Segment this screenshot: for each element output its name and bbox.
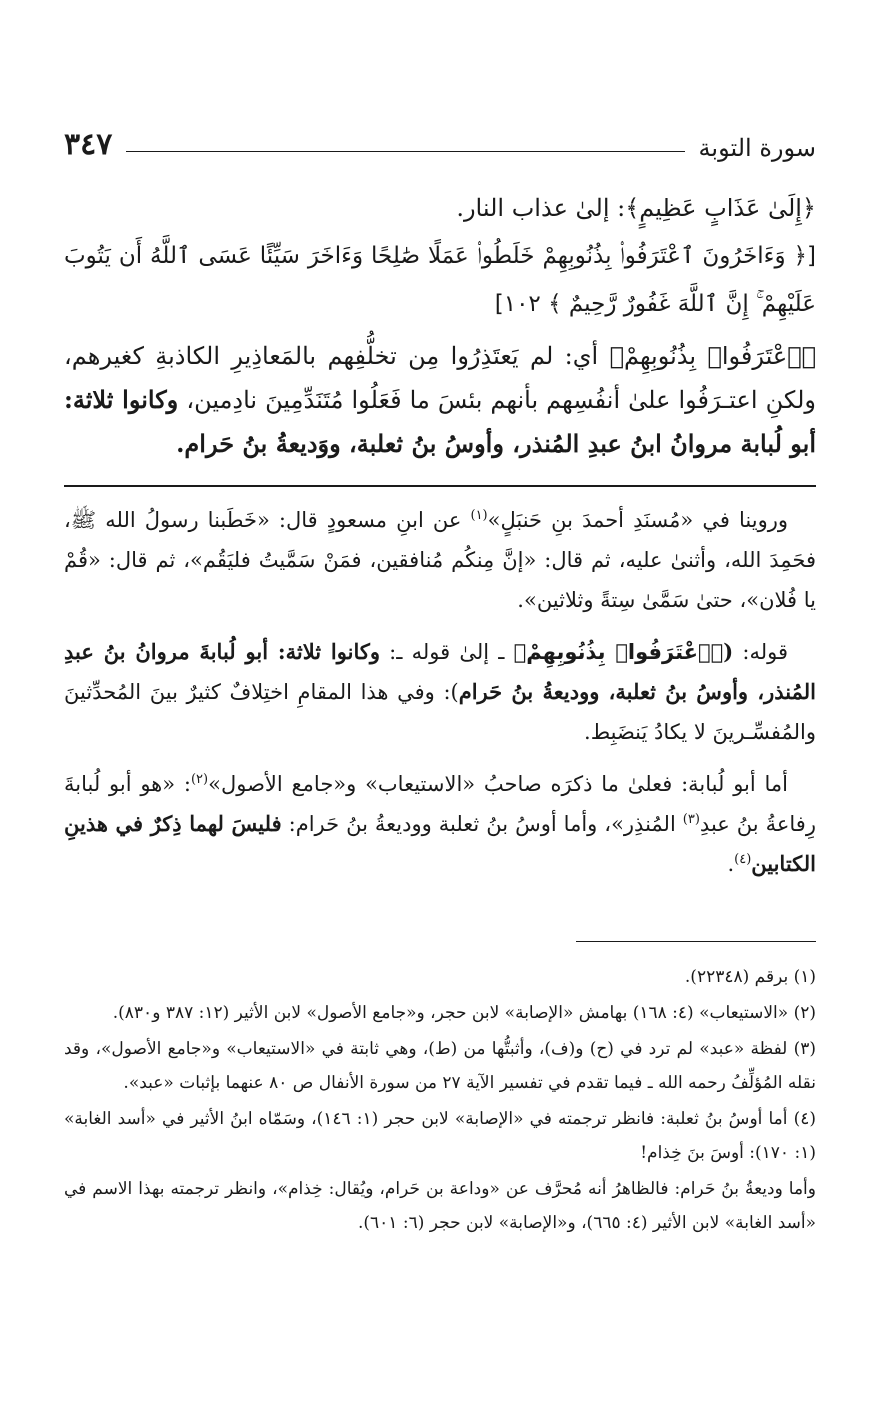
bold-text: وكانوا ثلاثة: أبو لُبابةَ مروانُ بنُ عبدِ المُنذر، وأوسُ بنُ ثعلبة، ووديعةُ بنُ حَرام — [64, 639, 816, 704]
footnote-2: (٢) «الاستيعاب» (٤: ١٦٨) بهامش «الإصابة» لابن حجر، و«جامع الأصول» لابن الأثير (١٢: ٣٨٧ و٨٣٠). — [112, 1003, 816, 1023]
quran-quote: ﴿ٱعْتَرَفُوا۟ بِذُنُوبِهِمْ﴾ — [513, 640, 724, 664]
section-divider — [64, 485, 816, 487]
explanation-text: أي: لم يَعتَذِرُوا مِن تخلُّفِهم بالمَعاذِيرِ الكاذبةِ كغيرهم، ولكنِ اعتـرَفُوا علىٰ أنفُسِهم بأنهم بئسَ ما فَعَلُوا مُتَنَدِّمِينَ نادِمين، — [64, 342, 816, 414]
quran-quote: ﴿إِلَىٰ عَذَابٍ عَظِيمٍ﴾ — [625, 194, 816, 222]
text-segment: قوله: — [733, 640, 788, 664]
commentary-paragraph-1 — [64, 500, 816, 620]
main-text — [64, 186, 816, 466]
footnote-ref[interactable]: (٢) — [190, 772, 209, 787]
footnote-4-continued: وأما وديعةُ بنُ حَرام: فالظاهرُ أنه مُحرَّف عن «وداعة بن حَرام، ويُقال: خِذام»، وانظر ترجمته بهذا الاسم في «أسد الغابة» لابن الأثير (٤: ٦٦٥)، و«الإصابة» لابن حجر (٦: ٦٠١). — [64, 1179, 816, 1233]
bold-text: فليسَ لهما ذِكرٌ في هذينِ الكتابين — [64, 811, 816, 876]
footnote-ref[interactable]: (٤) — [734, 852, 752, 867]
bold-text: وكانوا ثلاثة: أبو لُبابة مروانُ ابنُ عبدِ المُنذر، وأوسُ بنُ ثعلبة، ووَديعةُ بنُ حَرام. — [64, 385, 816, 458]
text-segment: ـ إلىٰ قوله ـ: — [379, 640, 514, 664]
footnotes — [64, 960, 816, 1242]
main-paragraph-2 — [64, 334, 816, 466]
footnote-3: (٣) لفظة «عبد» لم ترد في (ح) و(ف)، وأثبتُّها من (ط)، وهي ثابتة في «الاستيعاب» و«جامع الأصول»، وقد نقله المُؤلِّفُ رحمه الله ـ فيما تقدم في تفسير الآية ٢٧ من سورة الأنفال ص ٨٠ عنهما بإثبات «عبد». — [64, 1039, 816, 1093]
header-rule — [126, 151, 684, 152]
text-segment: عن ابنِ مسعودٍ قال: «خَطَبنا رسولُ الله ﷺ، فحَمِدَ الله، وأثنىٰ عليه، ثم قال: «إنَّ مِنكُم مُنافقين، فمَنْ سَمَّيتُ فليَقُم»، ثم قال: «قُمْ يا فُلان»، حتىٰ سَمَّىٰ سِتةً وثلاثين». — [64, 508, 816, 612]
footnote-ref[interactable]: (١) — [470, 508, 488, 523]
text-segment: : «هو أبو لُبابةَ رِفاعةُ بنُ عبدِ — [64, 772, 816, 836]
page-header — [64, 118, 816, 162]
footnote-1: (١) برقم (٢٢٣٤٨). — [684, 967, 816, 987]
text-segment: أما أبو لُبابة: فعلىٰ ما ذكرَه صاحبُ «الاستيعاب» و«جامع الأصول» — [208, 772, 788, 796]
text-segment: ): وفي هذا المقامِ اختِلافٌ كثيرٌ بينَ المُحدِّثينَ والمُفسِّـرينَ لا يكادُ يَنضَبِط. — [64, 680, 816, 744]
page-number: ٣٤٧ — [64, 127, 113, 162]
surah-title: سورة التوبة — [698, 134, 816, 162]
footnote-4: (٤) أما أوسُ بنُ ثعلبة: فانظر ترجمته في «الإصابة» لابن حجر (١: ١٤٦)، وسَمّاه ابنُ الأثير في «أسد الغابة» (١: ١٧٠): أوسَ بنَ خِذام! — [64, 1109, 816, 1163]
footnote-ref[interactable]: (٣) — [682, 812, 700, 827]
quran-quote: ﴿ٱعْتَرَفُوا۟ بِذُنُوبِهِمْ﴾ — [609, 342, 817, 370]
main-line-1 — [64, 186, 816, 230]
commentary-paragraph-3 — [64, 764, 816, 884]
commentary-paragraph-2: قوله: (﴿ٱعْتَرَفُوا۟ بِذُنُوبِهِمْ﴾ ـ إلىٰ قوله ـ: وكانوا ثلاثة: أبو لُبابةَ مروانُ بنُ عبدِ المُنذر، وأوسُ بنُ ثعلبة، ووديعةُ بنُ حَرام): وفي هذا المقامِ اختِلافٌ كثيرٌ بينَ المُحدِّثينَ والمُفسِّـرينَ لا يكادُ يَنضَبِط. — [64, 639, 816, 744]
text-segment: وروينا في «مُسنَدِ أحمدَ بنِ حَنبَلٍ» — [487, 508, 788, 532]
commentary — [64, 500, 816, 896]
quran-verse: [﴿ وَءَاخَرُونَ ٱعْتَرَفُوا۟ بِذُنُوبِهِمْ خَلَطُوا۟ عَمَلًا صَٰلِحًا وَءَاخَرَ سَيِّئًا عَسَى ٱللَّهُ أَن يَتُوبَ عَلَيْهِمْ ۚ إِنَّ ٱللَّهَ غَفُورٌ رَّحِيمٌ ﴾ ١٠٢] — [64, 243, 816, 317]
explanation-text: : إلىٰ عذاب النار. — [456, 194, 626, 222]
text-segment: المُنذِر»، وأما أوسُ بنُ ثعلبة ووديعةُ بنُ حَرام: — [281, 812, 683, 836]
footnote-separator — [576, 941, 816, 942]
text-segment: . — [727, 852, 735, 876]
